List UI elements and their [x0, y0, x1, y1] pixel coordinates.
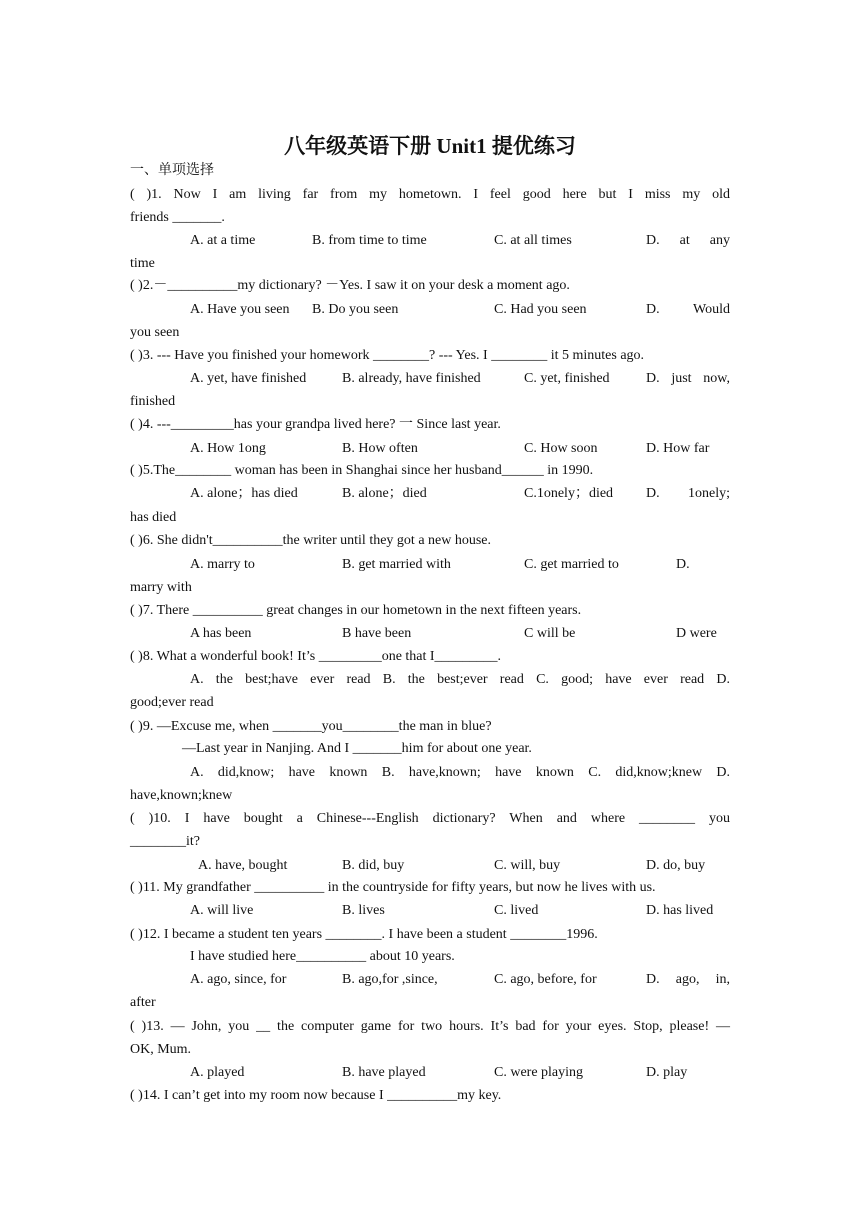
question-12-line: ( )12. I became a student ten years ________. I have been a student ________1996. — [130, 927, 598, 942]
option-7c: C will be — [524, 626, 576, 641]
option-3d-wrap: finished — [130, 394, 176, 409]
option-10d: D. do, buy — [646, 858, 706, 873]
question-10-line: ( )10. I have bought a Chinese---English dictionary? When and where ________ you — [130, 811, 730, 826]
option-13c: C. were playing — [494, 1065, 584, 1080]
option-12d: D. ago, in, — [646, 972, 730, 987]
question-14-line: ( )14. I can’t get into my room now because I __________my key. — [130, 1088, 502, 1103]
option-11a: A. will live — [190, 903, 254, 918]
option-11d: D. has lived — [646, 903, 714, 918]
option-2a: A. Have you seen — [190, 302, 290, 317]
question-4-line: ( )4. ---_________has your grandpa lived here? 一 Since last year. — [130, 417, 501, 432]
option-4c: C. How soon — [524, 441, 598, 456]
option-2d-wrap: you seen — [130, 325, 180, 340]
option-5c: C.1onely；died — [524, 486, 614, 501]
option-4a: A. How 1ong — [190, 441, 266, 456]
option-10b: B. did, buy — [342, 858, 405, 873]
question-9-line: ( )9. —Excuse me, when _______you________the man in blue? — [130, 719, 492, 734]
question-13-line: ( )13. — John, you __ the computer game for two hours. It’s bad for your eyes. Stop, please! — — [130, 1019, 730, 1034]
option-6a: A. marry to — [190, 557, 255, 572]
option-6d: D. — [676, 557, 690, 572]
option-3a: A. yet, have finished — [190, 371, 307, 386]
option-7b: B have been — [342, 626, 412, 641]
option-1d: D. at any — [646, 233, 730, 248]
option-6c: C. get married to — [524, 557, 619, 572]
option-1a: A. at a time — [190, 233, 256, 248]
option-11b: B. lives — [342, 903, 385, 918]
question-11-line: ( )11. My grandfather __________ in the countryside for fifty years, but now he lives with us. — [130, 880, 656, 895]
section-heading: 一、单项选择 — [130, 163, 214, 178]
question-1-line: ( )1. Now I am living far from my hometown. I feel good here but I miss my old — [130, 187, 730, 202]
option-10a: A. have, bought — [198, 858, 288, 873]
question-9-line-2: —Last year in Nanjing. And I _______him for about one year. — [182, 741, 532, 756]
option-2d: D. Would — [646, 302, 730, 317]
option-1d-wrap: time — [130, 256, 155, 271]
option-12d-wrap: after — [130, 995, 156, 1010]
option-11c: C. lived — [494, 903, 539, 918]
question-2-line: ( )2.－__________my dictionary? －Yes. I saw it on your desk a moment ago. — [130, 278, 570, 293]
option-2b: B. Do you seen — [312, 302, 399, 317]
option-2c: C. Had you seen — [494, 302, 587, 317]
option-4b: B. How often — [342, 441, 418, 456]
question-5-line: ( )5.The________ woman has been in Shanghai since her husband______ in 1990. — [130, 463, 594, 478]
question-1-line-2: friends _______. — [130, 210, 225, 225]
option-3d: D. just now, — [646, 371, 730, 386]
option-12a: A. ago, since, for — [190, 972, 287, 987]
question-10-line-2: ________it? — [130, 834, 200, 849]
option-1c: C. at all times — [494, 233, 572, 248]
option-3c: C. yet, finished — [524, 371, 610, 386]
question-8-options: A. the best;have ever read B. the best;ever read C. good; have ever read D. — [190, 672, 730, 687]
option-5a: A. alone；has died — [190, 486, 298, 501]
option-12b: B. ago,for ,since, — [342, 972, 438, 987]
option-4d: D. How far — [646, 441, 710, 456]
question-7-line: ( )7. There __________ great changes in our hometown in the next fifteen years. — [130, 603, 582, 618]
option-3b: B. already, have finished — [342, 371, 481, 386]
question-13-line-2: OK, Mum. — [130, 1042, 192, 1057]
option-10c: C. will, buy — [494, 858, 561, 873]
option-5d-wrap: has died — [130, 510, 177, 525]
option-5d: D. 1onely; — [646, 486, 730, 501]
option-6d-wrap: marry with — [130, 580, 192, 595]
option-8d-wrap: good;ever read — [130, 695, 214, 710]
option-9d-wrap: have,known;knew — [130, 788, 233, 803]
option-13b: B. have played — [342, 1065, 426, 1080]
option-13a: A. played — [190, 1065, 245, 1080]
question-9-options: A. did,know; have known B. have,known; have known C. did,know;knew D. — [190, 765, 730, 780]
option-7a: A has been — [190, 626, 252, 641]
option-5b: B. alone；died — [342, 486, 427, 501]
question-3-line: ( )3. --- Have you finished your homework ________? --- Yes. I ________ it 5 minutes ago. — [130, 348, 645, 363]
document-title: 八年级英语下册 Unit1 提优练习 — [284, 134, 576, 158]
option-7d: D were — [676, 626, 717, 641]
option-6b: B. get married with — [342, 557, 451, 572]
option-12c: C. ago, before, for — [494, 972, 597, 987]
question-6-line: ( )6. She didn't__________the writer until they got a new house. — [130, 533, 492, 548]
option-1b: B. from time to time — [312, 233, 427, 248]
question-12-line-2: I have studied here__________ about 10 years. — [190, 949, 455, 964]
option-13d: D. play — [646, 1065, 688, 1080]
question-8-line: ( )8. What a wonderful book! It’s _________one that I_________. — [130, 649, 502, 664]
